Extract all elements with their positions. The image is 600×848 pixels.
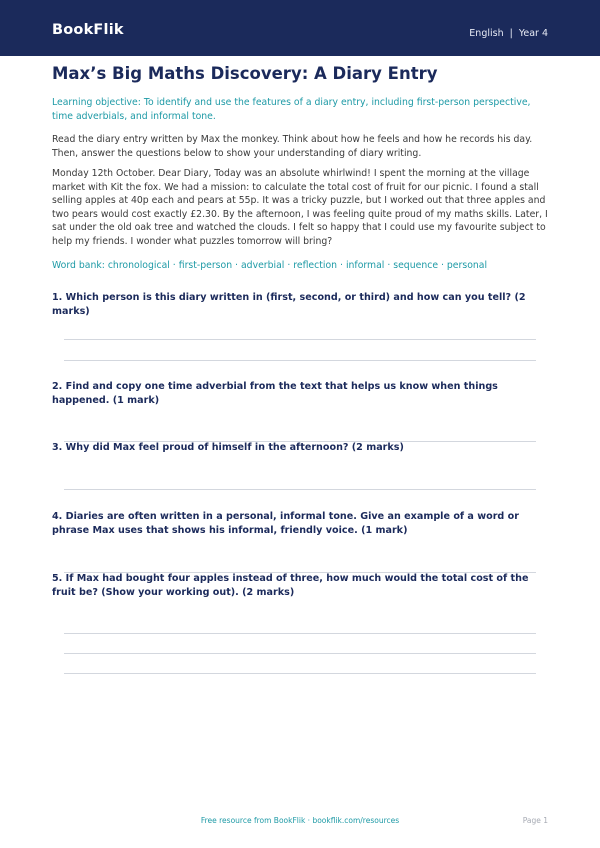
question-1: 1. Which person is this diary written in (first, second, or third) and how can you tell? (2 marks) <box>52 292 526 317</box>
footer-text: Free resource from BookFlik · bookflik.com/resources <box>200 816 400 825</box>
meta-separator: | <box>509 28 513 39</box>
answer-line-q5-3[interactable] <box>64 673 536 674</box>
question-4: 4. Diaries are often written in a personal, informal tone. Give an example of a word or phrase Max uses that shows his informal, friendly voice. (1 mark) <box>52 511 519 536</box>
page-title: Max’s Big Maths Discovery: A Diary Entry <box>52 64 438 83</box>
brand-logo-text: BookFlik <box>52 22 124 38</box>
question-2: 2. Find and copy one time adverbial from the text that helps us know when things happened. (1 mark) <box>52 381 498 406</box>
subject-label: English <box>469 28 504 39</box>
question-5: 5. If Max had bought four apples instead of three, how much would the total cost of the fruit be? (Show your working out). (2 marks) <box>52 573 529 598</box>
answer-line-q5-1[interactable] <box>64 633 536 634</box>
intro-paragraph: Read the diary entry written by Max the monkey. Think about how he feels and how he records his day. Then, answer the questions below to show your understanding of diary writing. <box>52 134 533 159</box>
word-bank: Word bank: chronological · first-person · adverbial · reflection · informal · sequence · personal <box>52 260 488 271</box>
year-label: Year 4 <box>518 28 548 39</box>
header-meta <box>469 28 548 39</box>
answer-line-q5-2[interactable] <box>64 653 536 654</box>
page-number: Page 1 <box>522 816 548 825</box>
page-header <box>0 0 600 56</box>
answer-line-q1-2[interactable] <box>64 360 536 361</box>
question-3: 3. Why did Max feel proud of himself in the afternoon? (2 marks) <box>52 442 404 453</box>
diary-entry-text: Monday 12th October. Dear Diary, Today was an absolute whirlwind! I spent the morning at the village market with Kit the fox. We had a mission: to calculate the total cost of fruit for our picnic. I found a stall selling apples at 40p each and pears at 55p. It was a tricky puzzle, but I worked out that three apples and two pears would cost exactly £2.30. By the afternoon, I was feeling quite proud of my maths skills. Later, I sat under the old oak tree and watched the clouds. I felt so happy that I could use my favourite subject to help my friends. I wonder what puzzles tomorrow will bring? <box>52 168 548 247</box>
learning-objective: Learning objective: To identify and use the features of a diary entry, including first-person perspective, time adverbials, and informal tone. <box>52 97 531 122</box>
answer-line-q1-1[interactable] <box>64 339 536 340</box>
answer-line-q3-1[interactable] <box>64 489 536 490</box>
